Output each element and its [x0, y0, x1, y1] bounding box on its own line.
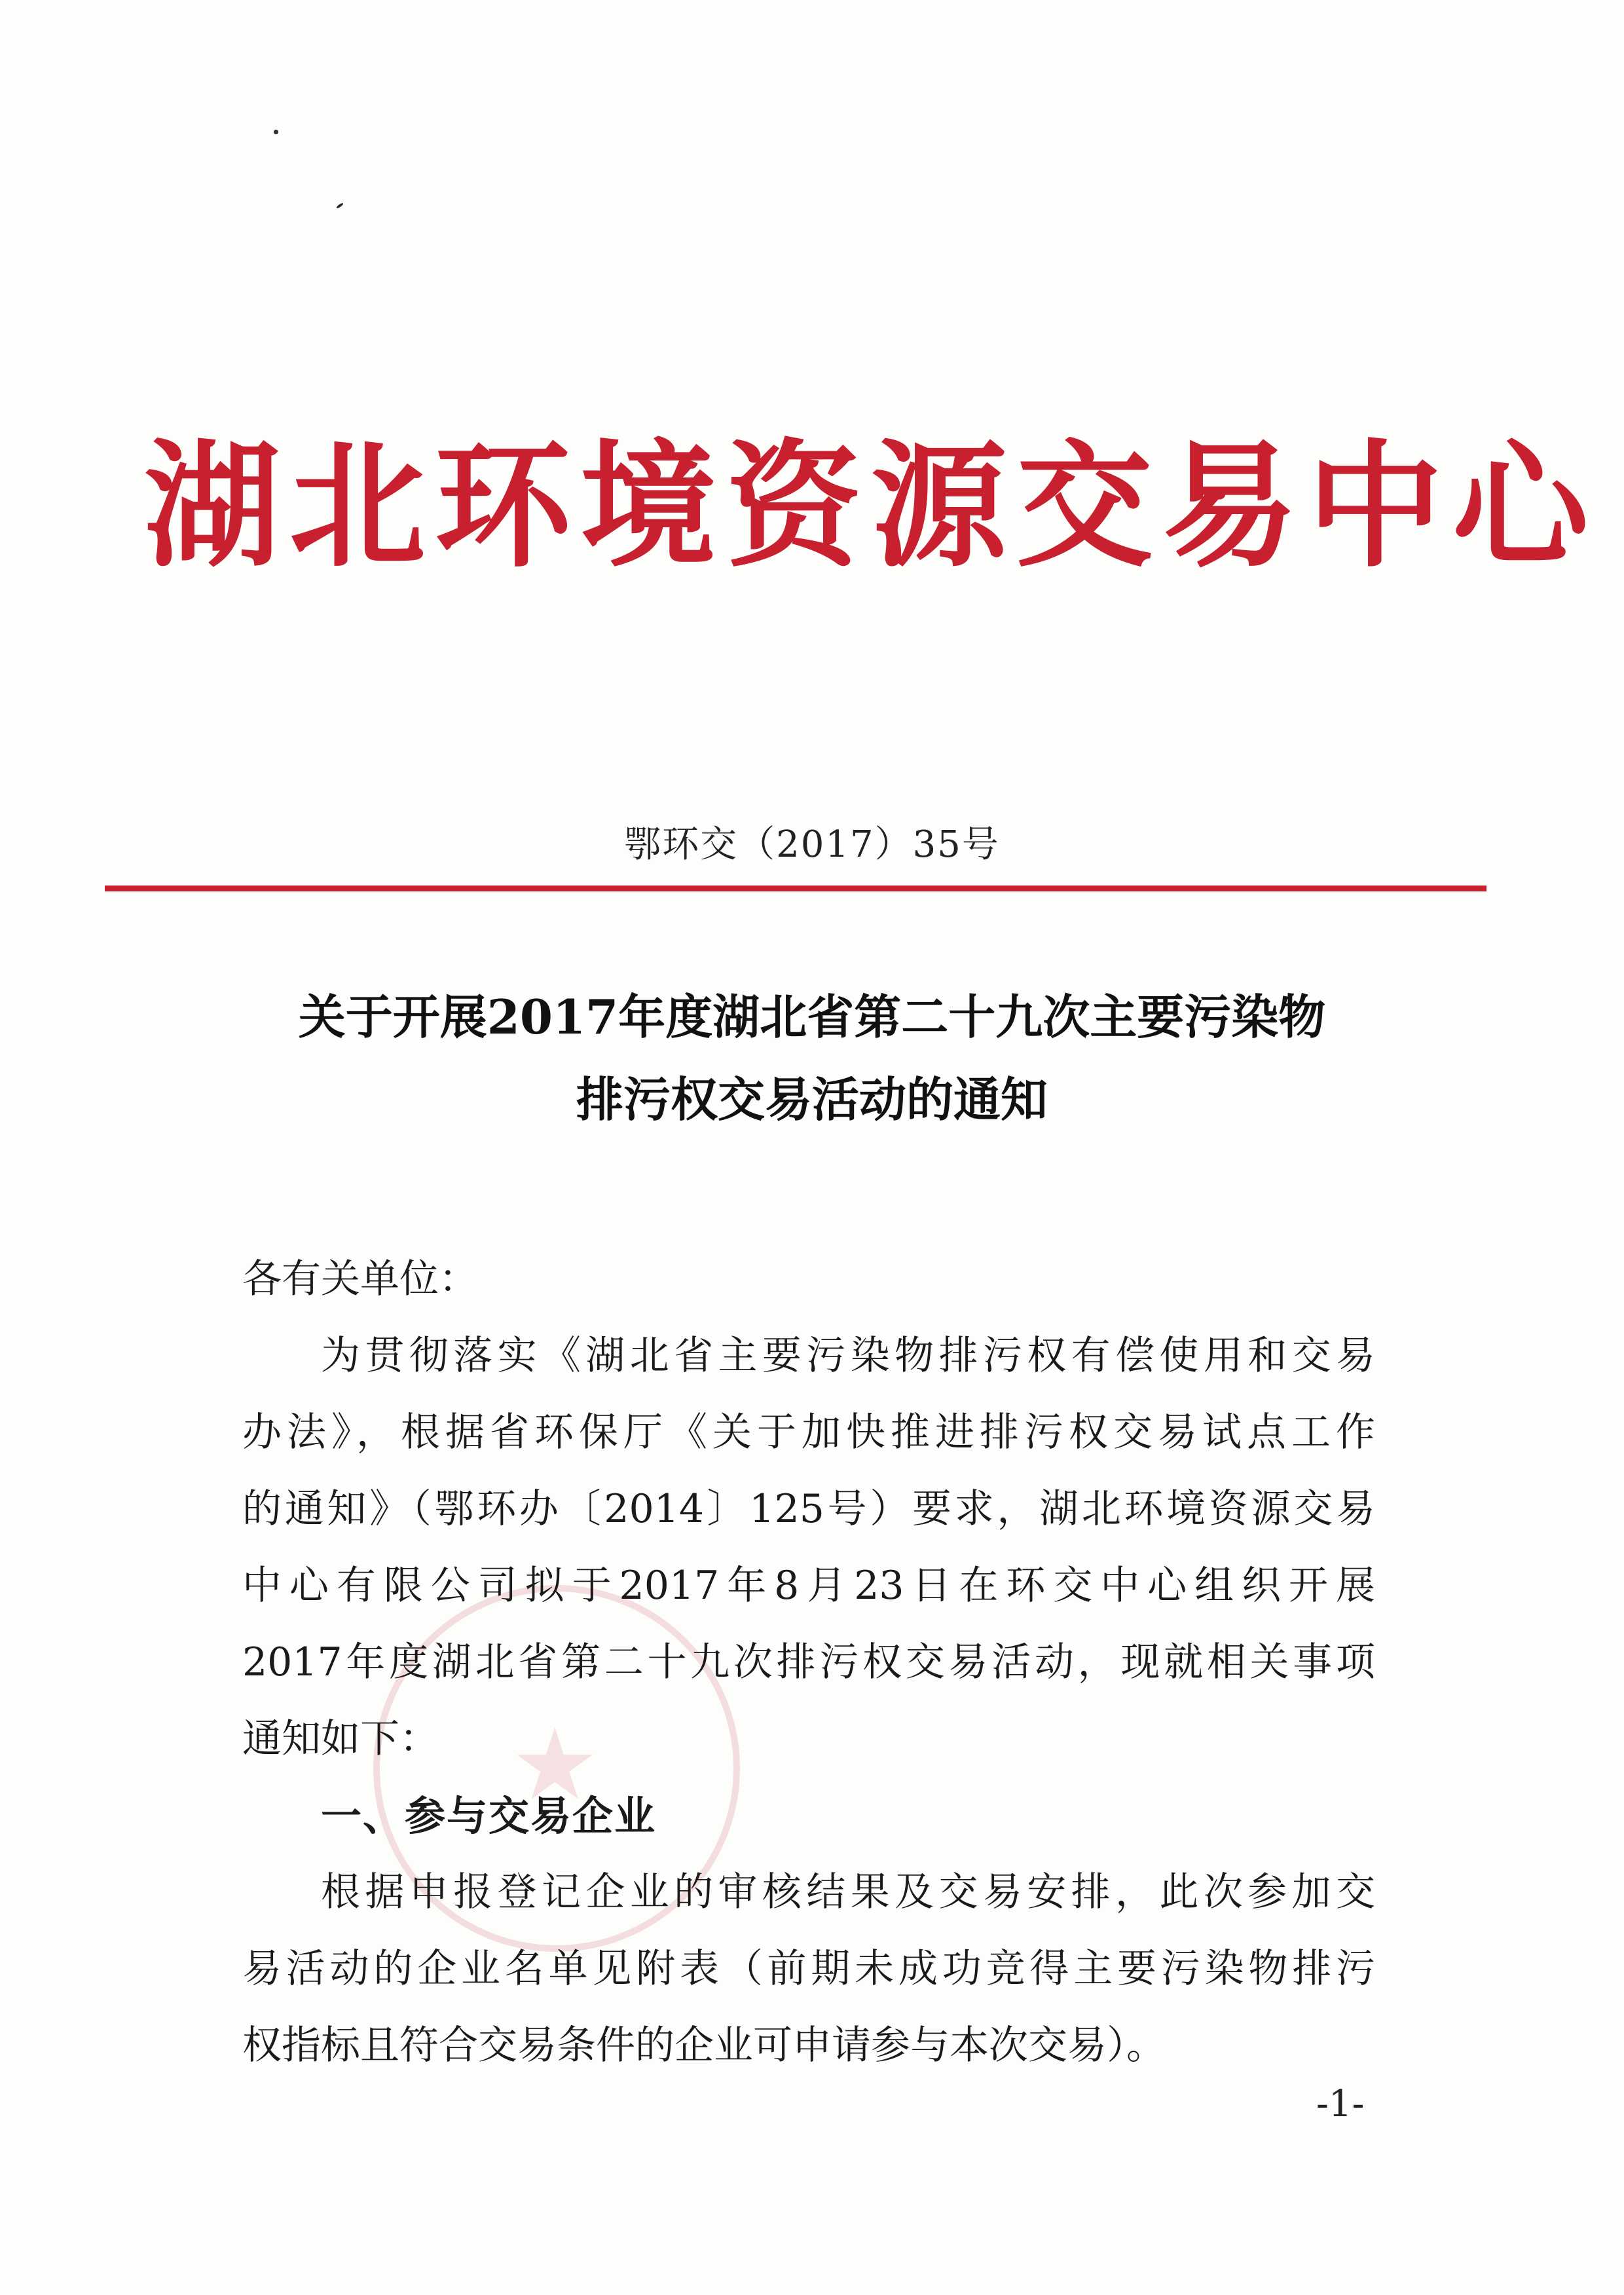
seal-star-icon: ★: [511, 1708, 599, 1822]
paragraph-line: 中心有限公司拟于2017年8月23日在环交中心组织开展: [242, 1563, 1375, 1609]
salutation: 各有关单位：: [242, 1256, 478, 1302]
paragraph-line: 2017年度湖北省第二十九次排污权交易活动，现就相关事项: [242, 1639, 1375, 1685]
paragraph-line: 根据申报登记企业的审核结果及交易安排，此次参加交: [321, 1869, 1375, 1915]
notice-title: [0, 976, 1624, 1141]
red-divider: [105, 886, 1486, 891]
document-number: 鄂环交（2017）35号: [624, 823, 1000, 866]
paragraph-line: 易活动的企业名单见附表（前期未成功竞得主要污染物排污: [242, 1946, 1375, 1992]
scan-speck: [336, 202, 344, 209]
paragraph-line: 办法》，根据省环保厅《关于加快推进排污权交易试点工作: [242, 1409, 1375, 1455]
notice-title-line: 关于开展2017年度湖北省第二十九次主要污染物: [298, 989, 1326, 1045]
paragraph-line: 权指标且符合交易条件的企业可申请参与本次交易）。: [242, 2023, 1166, 2068]
paragraph-line: 为贯彻落实《湖北省主要污染物排污权有偿使用和交易: [321, 1333, 1375, 1379]
section-heading: 一、参与交易企业: [321, 1792, 657, 1840]
notice-body: [242, 1241, 1375, 2084]
page-number: -1-: [1316, 2083, 1365, 2125]
paragraph-line: 通知如下：: [242, 1716, 439, 1762]
scan-speck: [274, 130, 278, 134]
paragraph-line: 的通知》（鄂环办〔2014〕125号）要求，湖北环境资源交易: [242, 1486, 1375, 1532]
organization-header: 湖北环境资源交易中心: [144, 428, 1598, 586]
notice-title-line: 排污权交易活动的通知: [576, 1072, 1048, 1127]
